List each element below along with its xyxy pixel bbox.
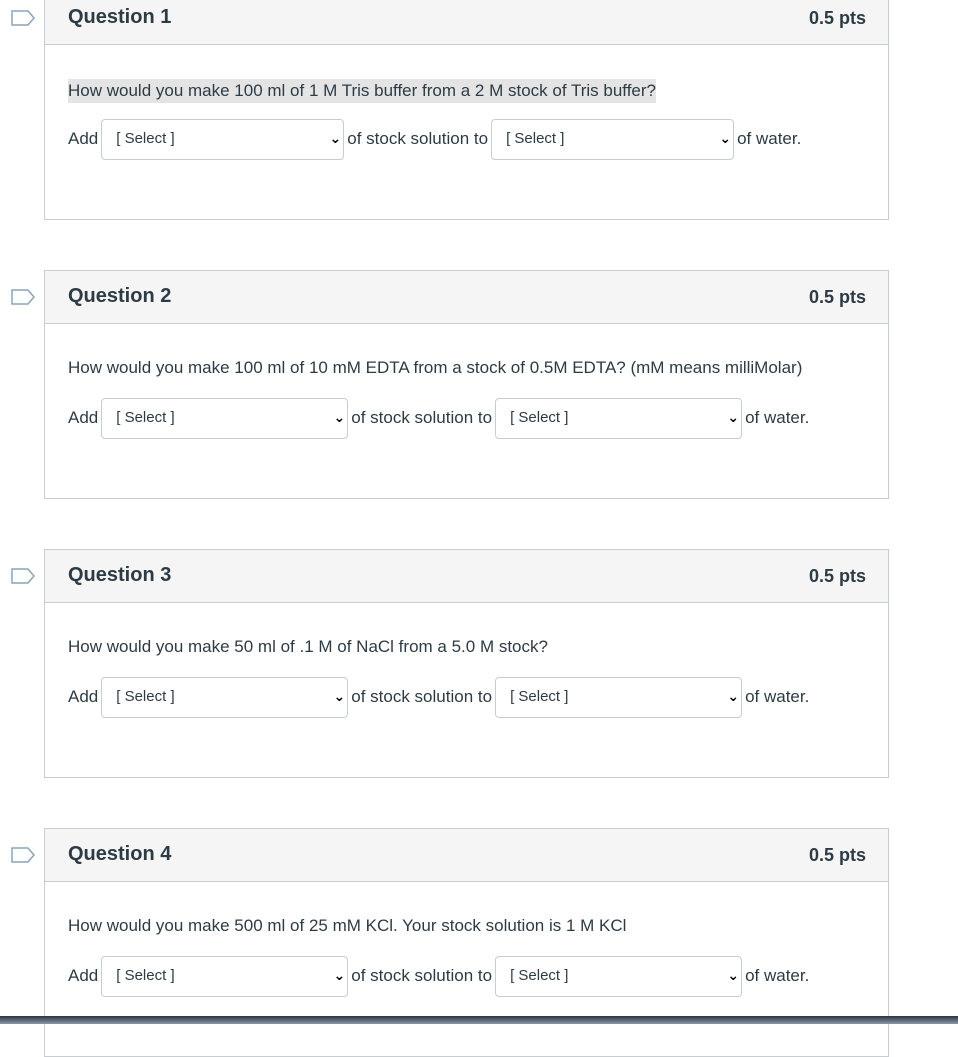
chevron-down-icon: ⌄ [727,408,740,425]
flag-question-icon[interactable] [11,10,35,26]
question-header [45,550,888,603]
question-points: 0.5 pts [808,845,866,865]
question-text: How would you make 50 ml of .1 M of NaCl from a 5.0 M stock? [68,637,548,656]
question-header [45,0,888,45]
answer-row [68,397,809,439]
answer-row [68,955,809,997]
chevron-down-icon: ⌄ [333,687,346,704]
stock-volume-select[interactable] [101,398,348,439]
question-title: Question 2 [68,285,172,307]
select-value: [ Select ] [506,129,565,147]
question-header [45,271,888,324]
question-title: Question 3 [68,564,172,586]
water-volume-select[interactable] [491,119,734,160]
water-volume-select[interactable] [495,398,742,439]
end-label: of water. [745,687,810,706]
window-bottom-edge [0,1016,958,1024]
add-label: Add [68,966,99,985]
question-title: Question 4 [68,843,172,865]
question-text: How would you make 100 ml of 10 mM EDTA from a stock of 0.5M EDTA? (mM means milliMolar) [68,358,803,377]
middle-label: of stock solution to [351,966,493,985]
question-title: Question 1 [68,6,172,28]
chevron-down-icon: ⌄ [333,966,346,983]
stock-volume-select[interactable] [101,677,348,718]
add-label: Add [68,129,99,148]
answer-row [68,118,801,160]
chevron-down-icon: ⌄ [727,687,740,704]
question-text: How would you make 500 ml of 25 mM KCl. Your stock solution is 1 M KCl [68,916,627,935]
select-value: [ Select ] [116,687,175,705]
middle-label: of stock solution to [347,129,489,148]
stock-volume-select[interactable] [101,956,348,997]
select-value: [ Select ] [116,966,175,984]
select-value: [ Select ] [116,408,175,426]
flag-question-icon[interactable] [11,289,35,305]
add-label: Add [68,687,99,706]
middle-label: of stock solution to [351,687,493,706]
select-value: [ Select ] [510,408,569,426]
middle-label: of stock solution to [351,408,493,427]
end-label: of water. [745,408,810,427]
answer-row [68,676,809,718]
question-header [45,829,888,882]
select-value: [ Select ] [510,966,569,984]
stock-volume-select[interactable] [101,119,344,160]
end-label: of water. [737,129,802,148]
end-label: of water. [745,966,810,985]
water-volume-select[interactable] [495,677,742,718]
flag-question-icon[interactable] [11,568,35,584]
question-card [44,0,889,220]
question-card [44,270,889,499]
select-value: [ Select ] [510,687,569,705]
select-value: [ Select ] [116,129,175,147]
chevron-down-icon: ⌄ [719,129,732,146]
water-volume-select[interactable] [495,956,742,997]
question-points: 0.5 pts [808,8,866,28]
chevron-down-icon: ⌄ [329,129,342,146]
question-text: How would you make 100 ml of 1 M Tris buffer from a 2 M stock of Tris buffer? [68,79,656,103]
chevron-down-icon: ⌄ [333,408,346,425]
chevron-down-icon: ⌄ [727,966,740,983]
question-points: 0.5 pts [808,287,866,307]
question-card [44,549,889,778]
add-label: Add [68,408,99,427]
flag-question-icon[interactable] [11,847,35,863]
question-points: 0.5 pts [808,566,866,586]
